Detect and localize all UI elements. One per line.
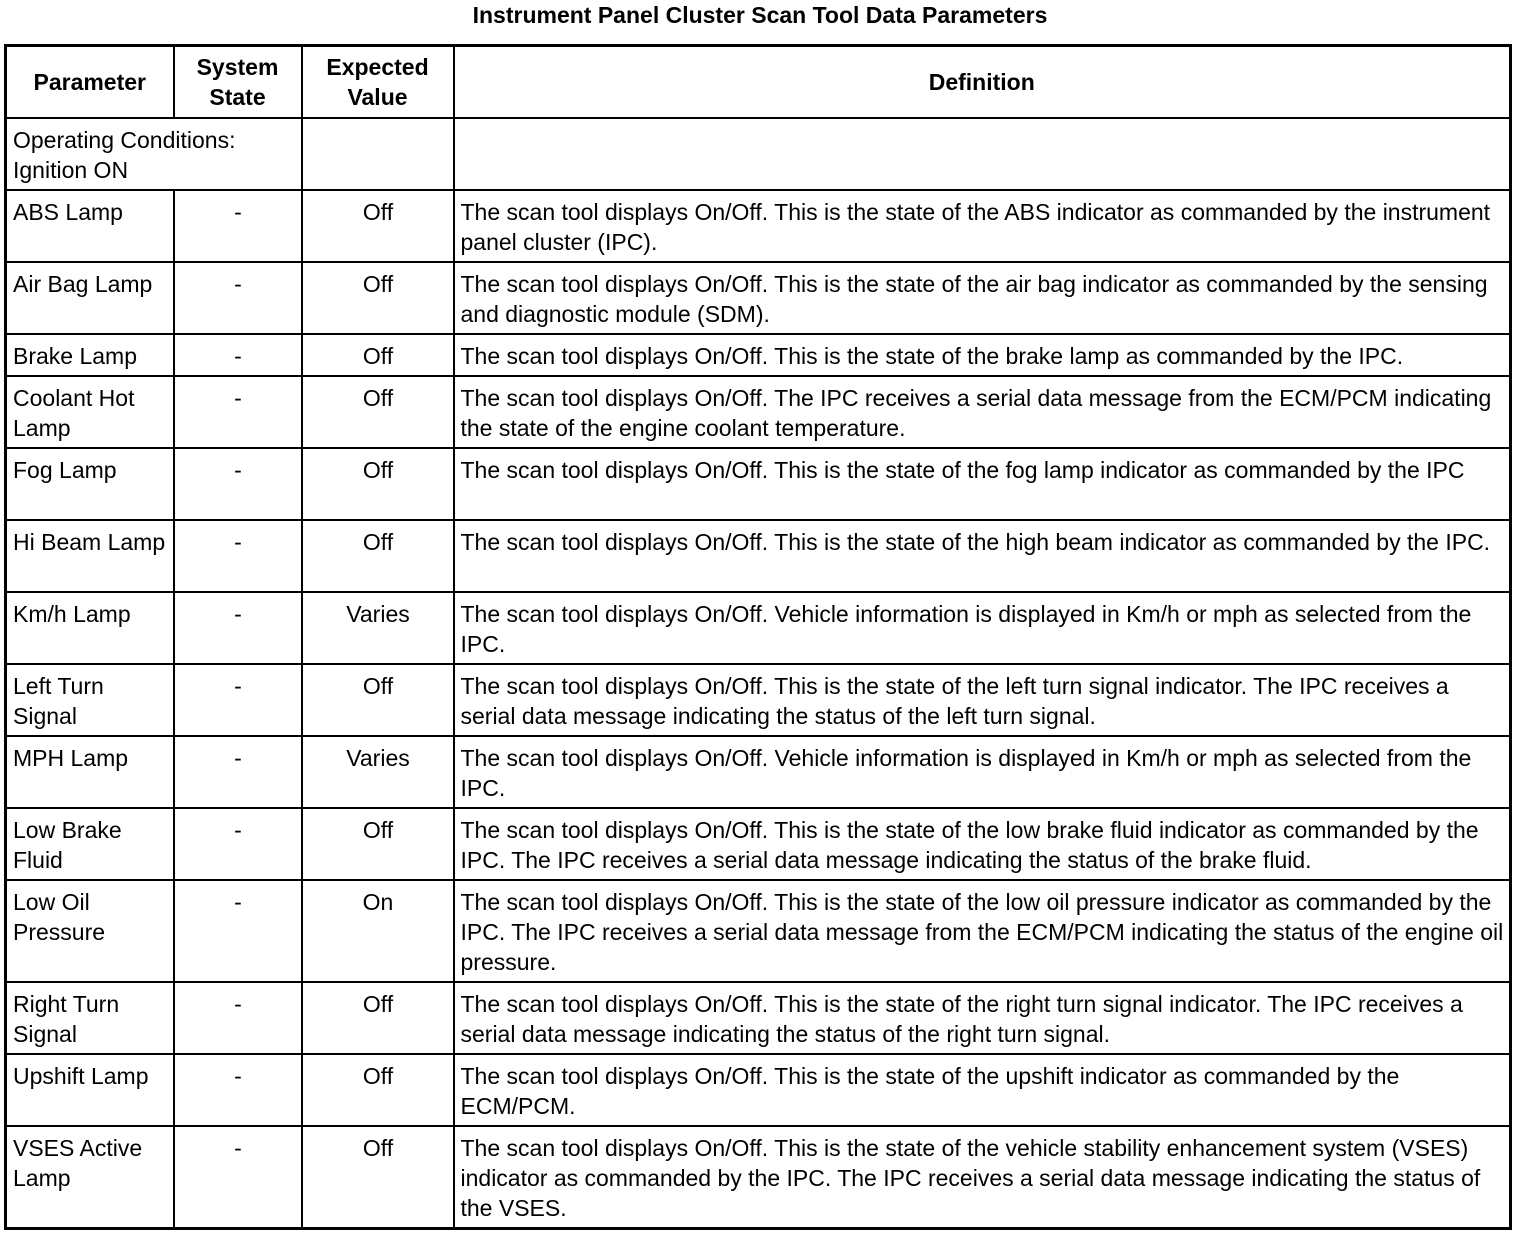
system-state-cell: - — [174, 880, 302, 982]
expected-value-cell: Varies — [302, 592, 454, 664]
system-state-cell: - — [174, 982, 302, 1054]
expected-value-cell: Off — [302, 808, 454, 880]
parameter-cell: Right Turn Signal — [6, 982, 174, 1054]
parameter-cell: Km/h Lamp — [6, 592, 174, 664]
expected-value-cell: Off — [302, 190, 454, 262]
system-state-cell: - — [174, 190, 302, 262]
system-state-cell: - — [174, 334, 302, 376]
system-state-cell: - — [174, 520, 302, 592]
expected-value-cell: Varies — [302, 736, 454, 808]
definition-cell: The scan tool displays On/Off. Vehicle information is displayed in Km/h or mph as selected from the IPC. — [454, 592, 1511, 664]
system-state-cell: - — [174, 1126, 302, 1229]
operating-conditions-row — [6, 118, 1511, 190]
table-row — [6, 880, 1511, 982]
table-row — [6, 736, 1511, 808]
parameters-table — [4, 44, 1512, 1230]
operating-conditions: Operating Conditions: Ignition ON — [6, 118, 302, 190]
table-row — [6, 262, 1511, 334]
parameter-cell: Air Bag Lamp — [6, 262, 174, 334]
definition-cell: The scan tool displays On/Off. The IPC receives a serial data message from the ECM/PCM indicating the state of the engine coolant temperature. — [454, 376, 1511, 448]
system-state-cell: - — [174, 1054, 302, 1126]
parameter-cell: VSES Active Lamp — [6, 1126, 174, 1229]
system-state-cell: - — [174, 736, 302, 808]
definition-cell: The scan tool displays On/Off. Vehicle information is displayed in Km/h or mph as selected from the IPC. — [454, 736, 1511, 808]
definition-cell: The scan tool displays On/Off. This is the state of the high beam indicator as commanded by the IPC. — [454, 520, 1511, 592]
parameter-cell: Coolant Hot Lamp — [6, 376, 174, 448]
parameter-cell: Upshift Lamp — [6, 1054, 174, 1126]
table-row — [6, 448, 1511, 520]
table-row — [6, 190, 1511, 262]
definition-cell: The scan tool displays On/Off. This is the state of the air bag indicator as commanded by the sensing and diagnostic module (SDM). — [454, 262, 1511, 334]
system-state-cell: - — [174, 376, 302, 448]
parameter-cell: Brake Lamp — [6, 334, 174, 376]
expected-value-cell: Off — [302, 262, 454, 334]
parameter-cell: Fog Lamp — [6, 448, 174, 520]
system-state-cell: - — [174, 262, 302, 334]
definition-cell: The scan tool displays On/Off. This is the state of the low oil pressure indicator as commanded by the IPC. The IPC receives a serial data message from the ECM/PCM indicating the status of the engine oil pressure. — [454, 880, 1511, 982]
table-row — [6, 1126, 1511, 1229]
definition-cell: The scan tool displays On/Off. This is the state of the left turn signal indicator. The IPC receives a serial data message indicating the status of the left turn signal. — [454, 664, 1511, 736]
expected-value-cell: Off — [302, 1054, 454, 1126]
system-state-cell: - — [174, 592, 302, 664]
definition-cell: The scan tool displays On/Off. This is the state of the low brake fluid indicator as commanded by the IPC. The IPC receives a serial data message indicating the status of the brake fluid. — [454, 808, 1511, 880]
header-expected-value: Expected Value — [302, 46, 454, 118]
system-state-cell: - — [174, 448, 302, 520]
parameter-cell: Hi Beam Lamp — [6, 520, 174, 592]
header-system-state: System State — [174, 46, 302, 118]
table-row — [6, 808, 1511, 880]
table-header-row — [6, 46, 1511, 118]
expected-value-cell: Off — [302, 520, 454, 592]
parameter-cell: ABS Lamp — [6, 190, 174, 262]
definition-cell: The scan tool displays On/Off. This is the state of the fog lamp indicator as commanded by the IPC — [454, 448, 1511, 520]
table-row — [6, 664, 1511, 736]
definition-cell: The scan tool displays On/Off. This is the state of the right turn signal indicator. The IPC receives a serial data message indicating the status of the right turn signal. — [454, 982, 1511, 1054]
table-row — [6, 982, 1511, 1054]
table-row — [6, 376, 1511, 448]
table-row — [6, 334, 1511, 376]
system-state-cell: - — [174, 664, 302, 736]
table-row — [6, 592, 1511, 664]
expected-value-cell: Off — [302, 1126, 454, 1229]
page-title: Instrument Panel Cluster Scan Tool Data Parameters — [472, 2, 1048, 28]
expected-value-cell: On — [302, 880, 454, 982]
parameter-cell: Low Oil Pressure — [6, 880, 174, 982]
system-state-cell: - — [174, 808, 302, 880]
header-definition: Definition — [454, 46, 1511, 118]
definition-cell: The scan tool displays On/Off. This is the state of the vehicle stability enhancement system (VSES) indicator as commanded by the IPC. The IPC receives a serial data message indicating the status of the VSES. — [454, 1126, 1511, 1229]
definition-cell: The scan tool displays On/Off. This is the state of the ABS indicator as commanded by the instrument panel cluster (IPC). — [454, 190, 1511, 262]
definition-cell: The scan tool displays On/Off. This is the state of the upshift indicator as commanded by the ECM/PCM. — [454, 1054, 1511, 1126]
parameter-cell: Left Turn Signal — [6, 664, 174, 736]
expected-value-cell: Off — [302, 448, 454, 520]
empty-cell — [302, 118, 454, 190]
empty-cell — [454, 118, 1511, 190]
expected-value-cell: Off — [302, 376, 454, 448]
definition-cell: The scan tool displays On/Off. This is the state of the brake lamp as commanded by the IPC. — [454, 334, 1511, 376]
table-row — [6, 1054, 1511, 1126]
table-row — [6, 520, 1511, 592]
parameter-cell: Low Brake Fluid — [6, 808, 174, 880]
expected-value-cell: Off — [302, 334, 454, 376]
parameter-cell: MPH Lamp — [6, 736, 174, 808]
expected-value-cell: Off — [302, 982, 454, 1054]
header-parameter: Parameter — [6, 46, 174, 118]
expected-value-cell: Off — [302, 664, 454, 736]
